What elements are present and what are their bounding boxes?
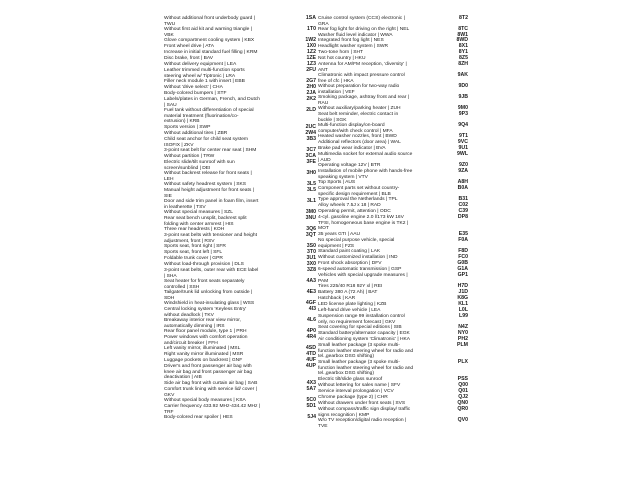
equipment-description: Increase in initial standard fuel filling | KRM — [164, 50, 258, 55]
equipment-description: Seat heater for front seats separately controlled | SSH — [164, 279, 245, 290]
equipment-code: 5J4 — [307, 414, 316, 420]
equipment-code: 4TD — [306, 351, 316, 357]
equipment-description: Antenna for AM/FM reception, 'diversity' | ANT — [318, 62, 407, 73]
equipment-code: QJ2 — [458, 394, 468, 400]
equipment-description: Sports seat, front left | SFL — [164, 250, 223, 255]
equipment-code: C39 — [458, 208, 468, 214]
left-description-column — [164, 16, 312, 421]
equipment-description: Multimedia socket for external audio source | AUD — [318, 152, 413, 163]
equipment-code: 3S0 — [306, 243, 316, 249]
equipment-code: QR0 — [457, 406, 468, 412]
equipment-description: 3-point seat belt for center rear seat | SHM — [164, 148, 257, 153]
equipment-description: No special purpose vehicle, special equipment | FZS — [318, 238, 395, 249]
equipment-description: Right vanity mirror illuminated | MSR — [164, 352, 244, 357]
equipment-description: Top Sports | AUS — [318, 180, 356, 185]
equipment-description: Body-colored rear spoiler | HES — [164, 415, 233, 420]
equipment-description: Foldable trunk cover | GPR — [164, 256, 223, 261]
equipment-code: J1D — [458, 289, 468, 295]
equipment-description: Without preparation for two-way radio installation | VEF — [318, 84, 400, 95]
equipment-description: Driver's and front passenger air bag with knee air bag and front passenger air bag deactivation | AIB — [164, 364, 253, 381]
equipment-description: 35 years GTI | AAU — [318, 232, 361, 237]
equipment-code: 2LD — [306, 107, 316, 113]
equipment-description: Small leather package (3 spoke multi- function leather steering wheel for radio and tel.,gearbox DSG shifting) — [318, 343, 414, 360]
equipment-description: 4-cyl. gasoline engine 2.0 l/173 kW 16V TFSI, homogeneous base engine is TK2 | MOT — [318, 215, 409, 232]
equipment-description: LED license plate lighting | KZB — [318, 302, 387, 307]
equipment-description: Glove compartment cooling system | KBX — [164, 38, 255, 43]
equipment-code: 2K2 — [306, 96, 316, 102]
equipment-code: 9U1 — [458, 145, 468, 151]
right-code-column — [446, 16, 468, 429]
equipment-description: Small leather package (3 spoke multi- function leather steering wheel for radio and tel.,gearbox DSG shifting) — [318, 360, 414, 377]
equipment-code: 1T0 — [307, 26, 316, 32]
equipment-code: 9AK — [457, 72, 468, 78]
equipment-description: Door and side trim panel in foam film, insert in leatherette | TSV — [164, 199, 259, 210]
equipment-description: Left-hand drive vehicle | LEA — [318, 308, 381, 313]
equipment-code: 1W2 — [305, 37, 316, 43]
equipment-code: PLX — [457, 359, 468, 365]
equipment-description: Installation of mobile phone with hands-free speaking system | VTV — [318, 169, 413, 180]
equipment-code: KL1 — [458, 301, 468, 307]
equipment-code: G1A — [457, 266, 468, 272]
equipment-code: 9ZA — [458, 168, 468, 174]
equipment-code: 3Z8 — [307, 267, 316, 273]
equipment-description: Without customized installation | IND — [318, 255, 398, 260]
equipment-description: Service interval prolongation | VCV — [318, 389, 394, 394]
equipment-description: Fuel tank without differentiation of special material treatment (fluorination/co- extrusion) | KRB — [164, 108, 254, 125]
equipment-description: Rear fog light for driving on the right | NEL Washer fluid level indicator | WWA — [318, 27, 410, 38]
equipment-code: 2UC — [305, 124, 316, 130]
equipment-description: Component parts set without country- specific design requirement | BLB — [318, 186, 400, 197]
equipment-code: L0L — [458, 307, 468, 313]
equipment-description: Disc brake, front | BAV — [164, 56, 214, 61]
equipment-description: Carrier frequency 433.92 MHz-434.42 MHz | TRF — [164, 404, 261, 415]
equipment-code: QN0 — [457, 400, 468, 406]
equipment-code: 3NU — [305, 215, 316, 221]
equipment-description: Without partition | TRW — [164, 154, 215, 159]
equipment-code: 3B3 — [306, 136, 316, 142]
equipment-description: Leather trimmed multi-function sports steering wheel w/ Tiptronic | LRA — [164, 68, 245, 79]
equipment-code: 8TC 8W1 — [457, 26, 468, 38]
equipment-description: Without safety headrest system | SKS — [164, 182, 246, 187]
equipment-description: Alloy wheels 7.5J x 18 | RAD — [318, 203, 381, 208]
equipment-code: 3FE — [306, 159, 316, 165]
equipment-code: 3C7 — [306, 147, 316, 153]
equipment-description: Brake pad wear indicator | BVA — [318, 146, 386, 151]
equipment-code: 1ZE — [306, 55, 316, 61]
equipment-code: 4R4 — [306, 334, 316, 340]
equipment-code: 4UF — [306, 357, 316, 363]
equipment-description: Smoking package, ashtray front and rear | RAU — [318, 95, 409, 106]
equipment-code: K8G — [457, 295, 468, 301]
equipment-code: PH2 — [457, 336, 468, 342]
equipment-code: 4L6 — [307, 317, 316, 323]
equipment-code: GP1 — [457, 272, 468, 278]
equipment-description: Luggage pockets on backrest | GNF — [164, 358, 243, 363]
equipment-description: Rear floor panel module, type 1 | PRH — [164, 329, 247, 334]
equipment-description: Child seat anchor for child seat system ISOFIX | ZKV — [164, 137, 248, 148]
equipment-description: Air conditioning system 'Climatronic' | HKA — [318, 337, 411, 342]
equipment-code: 9T1 — [459, 133, 468, 139]
equipment-code: 5D1 — [306, 403, 316, 409]
equipment-code: 3H0 — [306, 170, 316, 176]
equipment-code: L99 — [459, 313, 468, 319]
equipment-code: H7D — [457, 283, 468, 289]
equipment-description: Operating voltage 12V | BTR — [318, 163, 381, 168]
equipment-description: Standard paint coating | LAK — [318, 249, 381, 254]
equipment-code: A8H — [457, 179, 468, 185]
equipment-code: QV0 — [457, 417, 468, 423]
equipment-code: N4Z — [458, 324, 468, 330]
equipment-description: Without special body measures | KSA — [164, 398, 246, 403]
equipment-code: 9M0 — [457, 105, 468, 111]
equipment-code: 4GF — [305, 300, 316, 306]
equipment-code: 9WL — [457, 151, 468, 157]
equipment-description: Without first aid kit and warning triangle | VBK — [164, 27, 252, 38]
equipment-description: Type approval the Netherlands | TPL — [318, 197, 398, 202]
equipment-code: 2H0 — [306, 84, 316, 90]
equipment-code: 9D0 — [458, 83, 468, 89]
equipment-description: Climatronic with impact pressure control free of cfc | HKA — [318, 73, 405, 84]
equipment-description: Additional reflectors (door area) | WAL — [318, 140, 401, 145]
equipment-description: Labels/plates in German, French, and Dutch | SAU — [164, 97, 260, 108]
equipment-code: B0A — [457, 185, 468, 191]
equipment-code: Q00 — [458, 382, 468, 388]
equipment-code: 4A3 — [306, 278, 316, 284]
equipment-description: Heated washer nozzles, front | BWD — [318, 134, 397, 139]
equipment-code: 1Z2 — [307, 49, 316, 55]
equipment-code: 3M0 — [305, 209, 316, 215]
equipment-code: 5C0 — [306, 397, 316, 403]
equipment-code: 3U1 — [306, 255, 316, 261]
equipment-description: Tires 225/40 R18 92Y xl | REI — [318, 284, 383, 289]
equipment-description: 3-point seat belts with tensioner and height adjustment, front | RSV — [164, 233, 257, 244]
equipment-code: FC0 — [458, 254, 468, 260]
equipment-description: Front wheel drive | ATA — [164, 44, 215, 49]
equipment-code: 4X3 — [306, 380, 316, 386]
equipment-code: 1X0 — [306, 43, 316, 49]
equipment-code: 2FU — [306, 67, 316, 73]
equipment-code: DP8 — [457, 214, 468, 220]
equipment-code: 1Z3 — [307, 61, 316, 67]
equipment-code: 3QT — [305, 232, 316, 238]
equipment-description: Side air bag front with curtain air bag | SAB — [164, 381, 258, 386]
equipment-description: Without additional front underbody guard | TWU — [164, 16, 255, 27]
equipment-description: 3-point seat belts, outer rear with ECE label | SHA — [164, 268, 259, 279]
equipment-code: B31 — [458, 196, 468, 202]
equipment-description: Electric slide/tilt sunroof with sun screen/sunblind | DEI — [164, 160, 235, 171]
equipment-description: Not hot country | HKU — [318, 56, 366, 61]
equipment-description: Without special measures | SZL — [164, 210, 233, 215]
equipment-code: 3CA — [305, 153, 316, 159]
equipment-code: 3L1 — [307, 198, 316, 204]
equipment-code: 9JB — [458, 94, 468, 100]
equipment-description: Left vanity mirror, illuminated | MSL — [164, 346, 241, 351]
equipment-description: Cruise control system (CCS) electronic | GRA — [318, 16, 405, 27]
equipment-description: Chrome package (type 2) | CHR — [318, 395, 388, 400]
equipment-description: Two-tone horn | SHT — [318, 50, 364, 55]
equipment-code: 4SD — [305, 345, 316, 351]
equipment-description: Sports seat, front right | SFR — [164, 244, 226, 249]
equipment-code: PLM — [457, 342, 468, 348]
equipment-code: 2G7 — [306, 78, 316, 84]
equipment-code: 2W4 — [305, 130, 316, 136]
left-code-column — [296, 16, 316, 421]
equipment-description: Electric tilt/slide glass sunroof — [318, 377, 383, 382]
equipment-description: Manual height adjustment for front seats | SIE — [164, 188, 254, 199]
equipment-code: 4I3 — [308, 306, 316, 312]
equipment-code: 8Y1 — [458, 49, 468, 55]
equipment-description: Without 'drive select' | CHA — [164, 85, 223, 90]
equipment-code: 9Z0 — [459, 162, 468, 168]
equipment-code: PSS — [457, 376, 468, 382]
equipment-code: 2JA — [306, 90, 316, 96]
equipment-description: Suspension range 99 installation control only, no requirement forecast | GKV — [318, 314, 405, 325]
equipment-description: Power windows with comfort operation and/circuit breaker | FFH — [164, 335, 248, 346]
equipment-description: Without backrest release for front seats | LEH — [164, 171, 252, 182]
equipment-code: 8WD — [456, 37, 468, 43]
equipment-code: E35 — [458, 231, 468, 237]
equipment-description: Central locking system 'Keyless Entry' without deadlock | TKV — [164, 307, 247, 318]
equipment-description: Vehicles with special upgrade measures | PAM — [318, 273, 408, 284]
equipment-description: Without drawers under front seats | SVS — [318, 401, 406, 406]
equipment-code: 9VC — [457, 139, 468, 145]
equipment-description: Comfort trunk lining with service lid/ cover | GKV — [164, 387, 257, 398]
equipment-code: 4P0 — [306, 328, 316, 334]
equipment-description: Without auxiliary/parking heater | ZUH — [318, 106, 401, 111]
equipment-description: Without load-through provision | DLS — [164, 262, 244, 267]
equipment-description: Breakaway interior rear view mirror, automatically dimming | IRS — [164, 318, 241, 329]
equipment-code: 9P3 — [458, 111, 468, 117]
equipment-code: F8D — [458, 248, 468, 254]
equipment-code: C02 — [458, 202, 468, 208]
equipment-code: 4E3 — [306, 289, 316, 295]
equipment-code: 3X0 — [306, 261, 316, 267]
equipment-code: F0A — [458, 237, 468, 243]
equipment-description: Seat covering for special editions | SIB — [318, 325, 402, 330]
equipment-description: Front shock absorption | DFV — [318, 261, 382, 266]
equipment-code: 8T2 — [459, 15, 468, 21]
equipment-description: Hatchback | KAR — [318, 296, 356, 301]
equipment-description: 6-speed automatic transmission | GSP — [318, 267, 402, 272]
equipment-code: 4UP — [305, 363, 316, 369]
equipment-description: Seat belt reminder, electric contact in buckle | SGK — [318, 112, 399, 123]
equipment-description: Without lettering for sales name | SFV — [318, 383, 401, 388]
equipment-code: 3L5 — [307, 181, 316, 187]
equipment-code: 3L5 — [307, 187, 316, 193]
equipment-code: 8Z5 — [459, 55, 468, 61]
equipment-code: NY0 — [457, 330, 468, 336]
equipment-description: Standard battery/alternator capacity | EGK — [318, 331, 410, 336]
equipment-description: Integrated front fog light | NES — [318, 38, 384, 43]
equipment-code: 8X1 — [458, 43, 468, 49]
equipment-description: W/o TV reception/digital radio reception | TVE — [318, 418, 407, 429]
equipment-code: 3Q6 — [306, 226, 316, 232]
equipment-code: 3T0 — [307, 249, 316, 255]
equipment-description: Rear seat bench unsplit, backrest split folding with center armrest | HIS — [164, 216, 247, 227]
equipment-description: Filler neck module 1 with insert | EBB — [164, 79, 245, 84]
equipment-description: Without additional tires | ZBR — [164, 131, 228, 136]
equipment-description: Sports version | SWP — [164, 125, 211, 130]
equipment-description: Without compass/traffic sign display/ traffic signs recognition | KMP — [318, 407, 411, 418]
equipment-description: Without delivery equipment | LEA — [164, 62, 237, 67]
equipment-description: Multi-function display/on-board computer/with check control | MFA — [318, 123, 393, 134]
equipment-description: Headlight washer system | SWR — [318, 44, 389, 49]
equipment-description: Body-colored bumpers | STF — [164, 91, 227, 96]
equipment-code: 1SA — [305, 15, 316, 21]
equipment-code: 9Q4 — [458, 122, 468, 128]
equipment-description: Tailgate/trunk lid unlocking from outside | SDH — [164, 290, 253, 301]
equipment-description: Windshield in heat-insulating glass | WSS — [164, 301, 255, 306]
equipment-description: Three rear headrests | KOH — [164, 227, 225, 232]
equipment-code: Q01 — [458, 388, 468, 394]
equipment-description: Operating permit, attention | ODC — [318, 209, 391, 214]
equipment-code: 8ZH — [458, 61, 468, 67]
equipment-code: G0B — [457, 260, 468, 266]
equipment-description: Battery 380 A (72 Ah) | BAT — [318, 290, 378, 295]
equipment-code: 5A7 — [306, 386, 316, 392]
